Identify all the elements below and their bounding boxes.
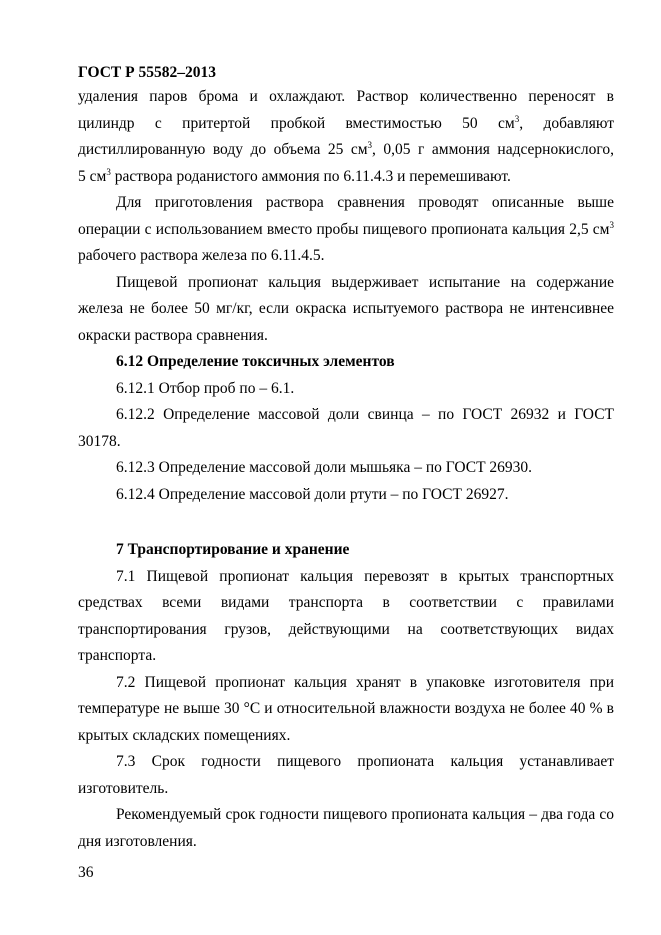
text-span: дистиллированную воду до объема 25 см	[78, 141, 368, 158]
text-span: , добавляют	[519, 114, 614, 132]
list-item-6-12-1: 6.12.1 Отбор проб по – 6.1.	[116, 379, 295, 397]
paragraph-7-4: Рекомендуемый срок годности пищевого пропионата кальция – два года со дня изготовления.	[78, 806, 614, 850]
section-heading-7: 7 Транспортирование и хранение	[116, 541, 350, 558]
paragraph-7-1: 7.1 Пищевой пропионат кальция перевозят в крытых транспортных средствах всеми видами транспорта в соответствии с правилами транспортирования грузов, действующими на соответствующих видах транспорта.	[78, 567, 614, 664]
text-span: , 0,05 г аммония надсернокислого,	[372, 141, 614, 158]
list-item-6-12-3: 6.12.3 Определение массовой доли мышьяка – по ГОСТ 26930.	[116, 459, 533, 476]
paragraph-7-2: 7.2 Пищевой пропионат кальция хранят в упаковке изготовителя при температуре не выше 30 °С и относительной влажности воздуха не более 40 % в крытых складских помещениях.	[78, 673, 614, 744]
text-line: удаления паров брома и охлаждают. Раствор количественно переносят в	[78, 88, 614, 105]
document-page	[78, 62, 614, 855]
list-item-6-12-2: 6.12.2 Определение массовой доли свинца – по ГОСТ 26932 и ГОСТ 30178.	[78, 406, 614, 450]
text-span: раствора роданистого аммония по 6.11.4.3 и перемешивают.	[110, 167, 511, 185]
text-line	[78, 164, 614, 191]
paragraph-7-3: 7.3 Срок годности пищевого пропионата кальция устанавливает изготовитель.	[78, 753, 614, 797]
text-line	[78, 111, 614, 138]
document-header: ГОСТ Р 55582–2013	[78, 64, 216, 81]
paragraph-continued	[78, 84, 614, 190]
section-heading-6-12: 6.12 Определение токсичных элементов	[116, 353, 395, 370]
superscript: 3	[514, 113, 520, 124]
text-line	[78, 137, 614, 164]
superscript: 3	[609, 219, 614, 230]
paragraph-comparison-solution	[78, 190, 614, 270]
superscript: 3	[367, 140, 373, 150]
text-span: Для приготовления раствора сравнения проводят описанные выше операции с использованием вместо пробы пищевого пропионата кальция 2,5 см	[78, 194, 614, 238]
text-span: 5 см	[78, 167, 107, 185]
section-spacer	[78, 508, 614, 537]
text-span: рабочего раствора железа по 6.11.4.5.	[78, 247, 325, 264]
superscript: 3	[106, 166, 111, 177]
list-item-6-12-4: 6.12.4 Определение массовой доли ртути – по ГОСТ 26927.	[116, 485, 509, 503]
text-span: цилиндр с притертой пробкой вместимостью 50 см	[78, 114, 515, 132]
page-number: 36	[78, 864, 94, 881]
paragraph-iron-result: Пищевой пропионат кальция выдерживает испытание на содержание железа не более 50 мг/кг, если окраска испытуемого раствора не интенсивнее окраски раствора сравнения.	[78, 273, 614, 344]
